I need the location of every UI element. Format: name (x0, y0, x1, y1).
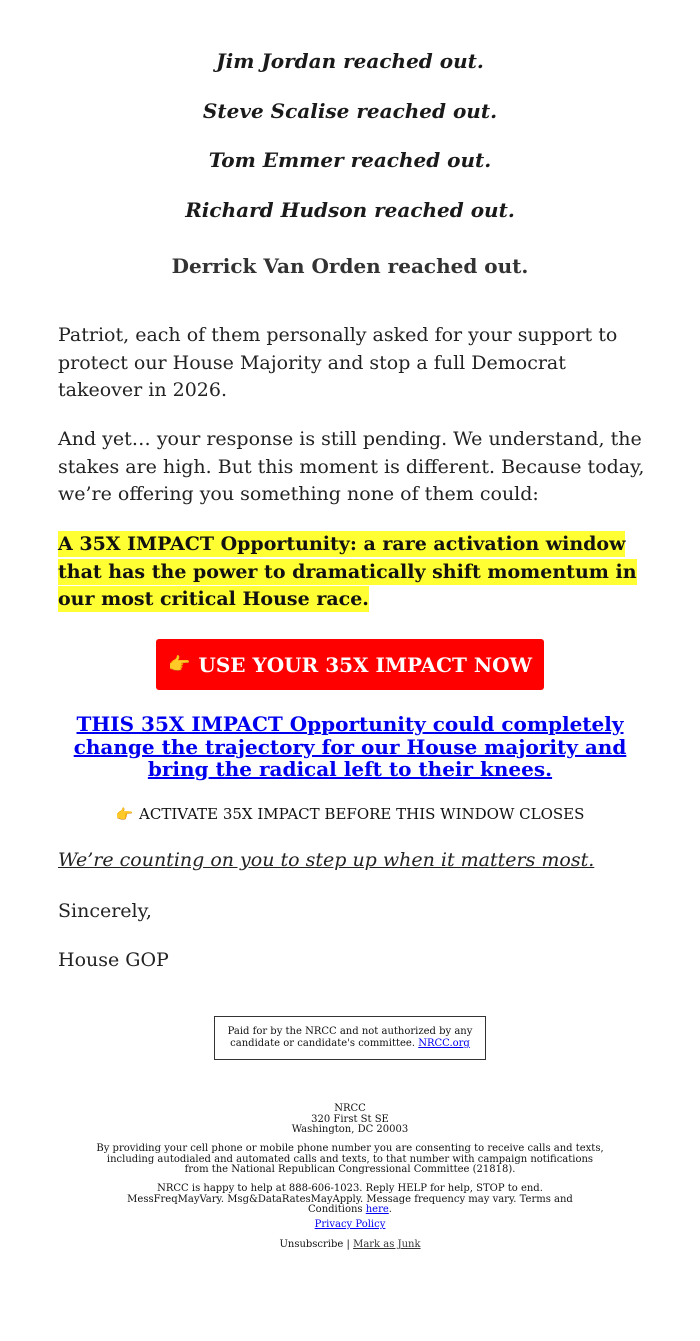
impact-opportunity-link[interactable]: THIS 35X IMPACT Opportunity could completely change the trajectory for our House majority and bring the radical left to their knees. (73, 712, 627, 781)
footer-street: 320 First St SE (311, 1113, 389, 1125)
footer-unsubscribe (90, 1240, 610, 1251)
use-impact-button[interactable] (156, 639, 544, 690)
counting-on-you-link[interactable]: We’re counting on you to step up when it matters most. (58, 849, 595, 871)
unsubscribe-link[interactable]: Unsubscribe (279, 1239, 344, 1250)
footer-help: NRCC is happy to help at 888-606-1023. Reply HELP for help, STOP to end. MessFreqMayVary. Msg&DataRatesMayApply. Message frequency may vary. Terms and Conditions here. (127, 1183, 573, 1215)
activate-impact-label: ACTIVATE 35X IMPACT BEFORE THIS WINDOW CLOSES (139, 805, 585, 823)
footer-city: Washington, DC 20003 (291, 1124, 409, 1135)
paragraph-intro: Patriot, each of them personally asked for your support to protect our House Majority and stop a full Democrat takeover in 2026. (58, 324, 618, 401)
headline-jim-jordan: Jim Jordan reached out. (216, 49, 484, 73)
paragraph-pending: And yet… your response is still pending. We understand, the stakes are high. But this moment is different. Because today, we’re offering you something none of them could: (58, 428, 645, 505)
use-impact-button-label: USE YOUR 35X IMPACT NOW (198, 652, 533, 677)
highlight-paragraph (58, 531, 648, 614)
sincerely-text: Sincerely, (58, 900, 152, 922)
highlight-text: A 35X IMPACT Opportunity: a rare activation window that has the power to dramatically shift momentum in our most critical House race. (58, 533, 637, 610)
headline-richard-hudson: Richard Hudson reached out. (185, 198, 515, 222)
pointing-hand-icon: 👉 (167, 654, 191, 675)
pointing-hand-icon: 👉 (115, 807, 134, 823)
nrcc-org-link[interactable]: NRCC.org (418, 1038, 470, 1049)
disclaimer-text: Paid for by the NRCC and not authorized by any candidate or candidate's committee. (227, 1026, 473, 1049)
footer-address (90, 1104, 610, 1136)
headline-tom-emmer: Tom Emmer reached out. (208, 148, 492, 172)
headline-steve-scalise: Steve Scalise reached out. (202, 99, 498, 123)
paid-for-disclaimer (214, 1016, 486, 1060)
footer-consent: By providing your cell phone or mobile phone number you are consenting to receive calls and texts, including autodialed and automated calls and texts, to that number with campaign notifications from the National Republican Congressional Committee (21818). (96, 1143, 604, 1175)
mark-as-junk-link[interactable]: Mark as Junk (353, 1239, 421, 1250)
headline-derrick-van-orden: Derrick Van Orden reached out. (171, 254, 529, 278)
footer-org: NRCC (334, 1103, 366, 1114)
terms-here-link[interactable]: here (365, 1204, 389, 1215)
activate-impact-link[interactable] (0, 805, 700, 823)
footer-help-text: NRCC is happy to help at 888-606-1023. Reply HELP for help, STOP to end. MessFreqMayVary. Msg&DataRatesMayApply. Message frequency may vary. Terms and Conditions (127, 1183, 573, 1215)
footer-separator: | (346, 1239, 350, 1250)
signature-text: House GOP (58, 949, 169, 971)
privacy-policy-link[interactable]: Privacy Policy (314, 1219, 386, 1230)
footer-privacy (90, 1220, 610, 1231)
